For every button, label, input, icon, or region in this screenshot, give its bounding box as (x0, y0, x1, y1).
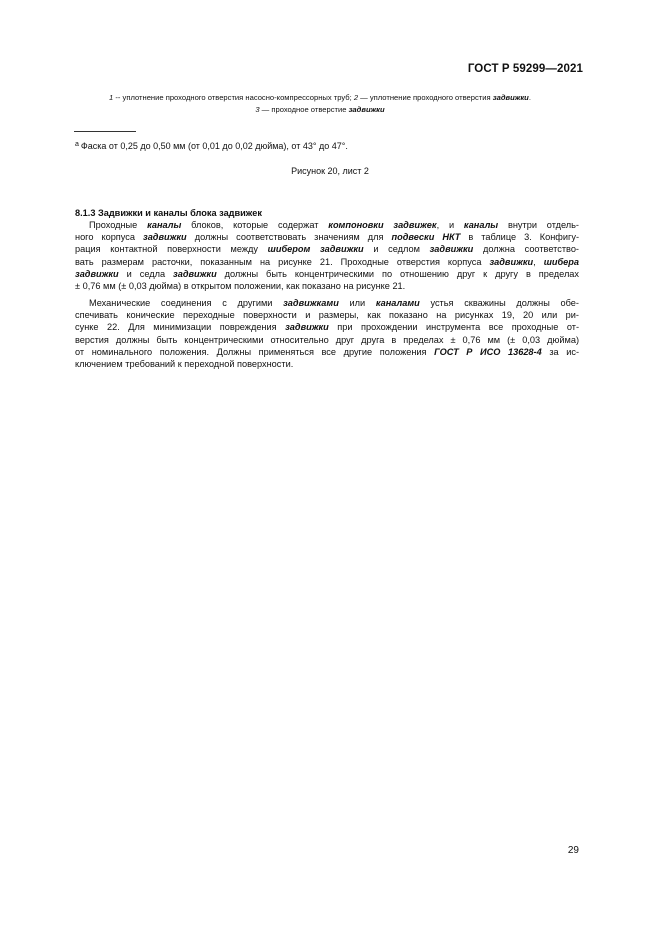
text-line (75, 334, 579, 346)
figure-legend-line-2 (60, 104, 580, 116)
text-run: , (533, 256, 544, 267)
figure-legend-line-1 (60, 92, 580, 104)
text-run: и седла (118, 268, 174, 279)
term-emphasis: задвижки (285, 322, 329, 333)
legend-segment: — проходное отверстие (259, 105, 349, 114)
paragraph-2 (75, 297, 579, 370)
text-line (75, 280, 579, 292)
text-line (75, 358, 579, 370)
legend-segment: 3 (255, 105, 260, 114)
term-emphasis: подвески НКТ (391, 232, 461, 243)
term-emphasis: задвижки (429, 244, 474, 255)
text-line (75, 231, 579, 243)
text-run: и седлом (363, 244, 430, 255)
text-run: рация контактной поверхности между (75, 244, 268, 255)
text-run: за ис- (541, 346, 580, 357)
term-emphasis: каналы (147, 220, 182, 230)
term-emphasis: задвижками (283, 298, 339, 308)
text-run: должны быть концентрическими по отношению друг к другу в пределах (216, 268, 580, 279)
term-emphasis: каналы (463, 220, 499, 230)
text-line (75, 243, 579, 255)
text-run: блоков, которые содержат (181, 220, 329, 230)
text-run: спечивать конические переходные поверхности и размеры, как показано на рисунках 19, 20 или ри- (75, 310, 579, 321)
text-line (75, 256, 579, 268)
term-emphasis: задвижки (143, 232, 187, 243)
term-emphasis: шибера (543, 256, 579, 267)
text-line (75, 268, 579, 280)
term-emphasis: шибером задвижки (267, 244, 364, 255)
legend-segment: 1 (109, 93, 114, 102)
text-run: в таблице 3. Конфигу- (460, 232, 580, 243)
paragraph-1 (75, 219, 579, 292)
legend-segment: задвижки (348, 105, 385, 114)
term-emphasis: задвижки (75, 268, 119, 279)
text-line (75, 321, 579, 333)
standard-header: ГОСТ Р 59299—2021 (467, 63, 583, 75)
term-emphasis: компоновки задвижек (328, 220, 437, 230)
text-run: должна соответство- (473, 244, 579, 255)
text-line (75, 346, 579, 358)
text-line (75, 309, 579, 321)
text-run: верстия должны быть концентрическими относительно друг друга в пределах ± 0,76 мм (± 0,03 дюйма) (75, 334, 579, 345)
text-run: ключением требований к переходной поверхности. (75, 358, 294, 369)
figure-caption: Рисунок 20, лист 2 (291, 166, 369, 176)
term-emphasis: задвижки (489, 256, 534, 267)
page-number: 29 (567, 845, 579, 856)
term-emphasis: ГОСТ Р ИСО 13628-4 (434, 346, 542, 357)
text-run: должны соответствовать значениям для (186, 232, 392, 243)
text-run: ного корпуса (75, 232, 143, 243)
text-run: внутри отдель- (498, 220, 579, 230)
text-line (75, 219, 579, 231)
text-line (75, 297, 579, 309)
legend-segment: — уплотнение проходного отверстия (358, 93, 493, 102)
footnote-mark: a (75, 141, 79, 148)
text-run: ± 0,76 мм (± 0,03 дюйма) в открытом положении, как показано на рисунке 21. (75, 280, 406, 291)
term-emphasis: задвижки (173, 268, 217, 279)
footnote (75, 141, 348, 151)
legend-segment: -- уплотнение проходного отверстия насосно-компрессорных труб; (113, 93, 354, 102)
section-title: 8.1.3 Задвижки и каналы блока задвижек (75, 208, 262, 218)
term-emphasis: каналами (375, 298, 420, 308)
text-run: сунке 22. Для минимизации повреждения (75, 322, 286, 333)
text-run: вать размерам расточки, показанным на рисунке 21. Проходные отверстия корпуса (75, 256, 490, 267)
text-run: или (338, 298, 376, 308)
text-run: при прохождении инструмента все проходные от- (328, 322, 579, 333)
footnote-divider (74, 131, 136, 132)
legend-segment: 2 (353, 93, 359, 102)
text-run: Проходные (89, 220, 148, 230)
legend-segment: задвижки (492, 93, 529, 102)
text-run: от номинального положения. Должны применяться все другие положения (75, 346, 435, 357)
footnote-text: Фаска от 0,25 до 0,50 мм (от 0,01 до 0,02 дюйма), от 43° до 47°. (80, 141, 348, 151)
text-run: Механические соединения с другими (89, 298, 284, 308)
text-run: , и (436, 220, 464, 230)
legend-segment: . (528, 93, 531, 102)
text-run: устья скважины должны обе- (419, 298, 579, 308)
